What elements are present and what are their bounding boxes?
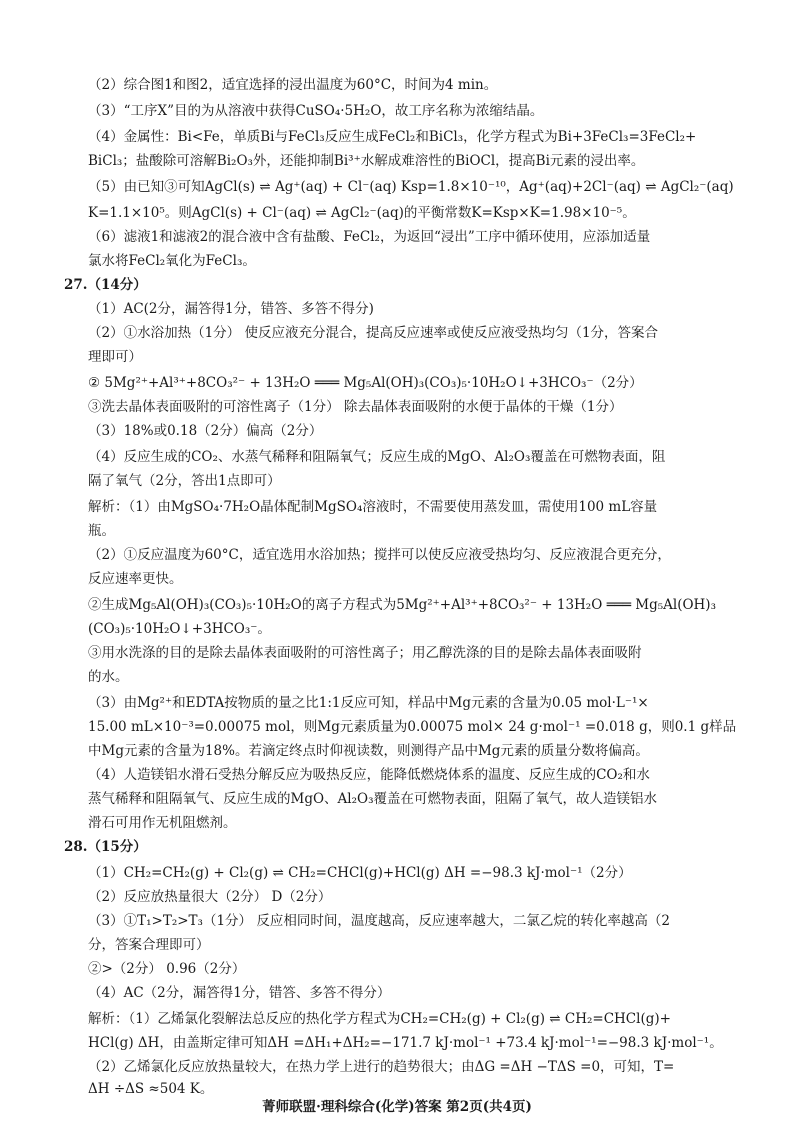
text-line: （2）反应放热量很大（2分） D（2分）	[88, 889, 332, 905]
text-line: ② 5Mg²⁺+Al³⁺+8CO₃²⁻ + 13H₂O ═══ Mg₅Al(OH)₃(CO₃)₅·10H₂O↓+3HCO₃⁻（2分）	[88, 375, 643, 391]
text-line: K=1.1×10⁵。则AgCl(s) + Cl⁻(aq) ⇌ AgCl₂⁻(aq)的平衡常数K=Ksp×K=1.98×10⁻⁵。	[88, 205, 636, 221]
text-line: 解析：（1）乙烯氯化裂解法总反应的热化学方程式为CH₂=CH₂(g) + Cl₂(g) ⇌ CH₂=CHCl(g)+	[88, 1011, 671, 1027]
text-line: （2）①反应温度为60°C，适宜选用水浴加热；搅拌可以使反应液受热均匀、反应液混合更充分，	[88, 547, 671, 563]
text-line: 中Mg元素的含量为18%。若滴定终点时仰视读数，则测得产品中Mg元素的质量分数将偏高。	[88, 743, 649, 759]
text-line: （4）AC（2分，漏答得1分，错答、多答不得分）	[88, 985, 391, 1001]
text-line: （4）人造镁铝水滑石受热分解反应为吸热反应，能降低燃烧体系的温度、反应生成的CO₂和水	[88, 767, 650, 783]
text-line: （2）综合图1和图2，适宜选择的浸出温度为60°C，时间为4 min。	[88, 77, 498, 93]
text-line: ΔH ÷ΔS ≈504 K。	[88, 1081, 214, 1097]
text-line: 分，答案合理即可）	[88, 937, 210, 953]
text-line: （3）①T₁>T₂>T₃（1分） 反应相同时间，温度越高，反应速率越大，二氯乙烷的转化率越高（2	[88, 913, 670, 929]
text-line: （1）CH₂=CH₂(g) + Cl₂(g) ⇌ CH₂=CHCl(g)+HCl(g) ΔH =−98.3 kJ·mol⁻¹（2分）	[88, 865, 632, 881]
text-line: 15.00 mL×10⁻³=0.00075 mol，则Mg元素质量为0.00075 mol× 24 g·mol⁻¹ =0.018 g，则0.1 g样品	[88, 719, 737, 735]
text-line: （5）由已知③可知AgCl(s) ⇌ Ag⁺(aq) + Cl⁻(aq) Ksp=1.8×10⁻¹⁰，Ag⁺(aq)+2Cl⁻(aq) ⇌ AgCl₂⁻(aq)	[88, 179, 734, 195]
text-line: （6）滤液1和滤液2的混合液中含有盐酸、FeCl₂，为返回“浸出”工序中循环使用，应添加适量	[88, 229, 651, 245]
text-line: 理即可）	[88, 349, 142, 365]
text-line: （2）①水浴加热（1分） 使反应液充分混合，提高反应速率或使反应液受热均匀（1分，答案合	[88, 325, 659, 341]
text-line: (CO₃)₅·10H₂O↓+3HCO₃⁻。	[88, 621, 271, 637]
text-line: 氯水将FeCl₂氧化为FeCl₃。	[88, 253, 256, 269]
text-line: （1）AC(2分，漏答得1分，错答、多答不得分)	[88, 301, 374, 317]
question-heading: 27.（14分）	[64, 277, 147, 293]
text-line: HCl(g) ΔH，由盖斯定律可知ΔH =ΔH₁+ΔH₂=−171.7 kJ·mol⁻¹ +73.4 kJ·mol⁻¹=−98.3 kJ·mol⁻¹。	[88, 1035, 723, 1051]
text-line: ③洗去晶体表面吸附的可溶性离子（1分） 除去晶体表面吸附的水便于晶体的干燥（1分）	[88, 399, 623, 415]
text-line: 的水。	[88, 669, 129, 685]
text-line: ②>（2分） 0.96（2分）	[88, 961, 246, 977]
text-line: 隔了氧气（2分，答出1点即可）	[88, 473, 281, 489]
text-line: （2）乙烯氯化反应放热量较大，在热力学上进行的趋势很大；由ΔG =ΔH −TΔS =0，可知，T=	[88, 1059, 675, 1075]
text-line: BiCl₃；盐酸除可溶解Bi₂O₃外，还能抑制Bi³⁺水解成难溶性的BiOCl，提高Bi元素的浸出率。	[88, 153, 645, 169]
text-line: （3）由Mg²⁺和EDTA按物质的量之比1:1反应可知，样品中Mg元素的含量为0.05 mol·L⁻¹×	[88, 695, 649, 711]
text-line: 反应速率更快。	[88, 571, 183, 587]
question-heading: 28.（15分）	[64, 839, 147, 855]
text-line: 瓶。	[88, 523, 115, 539]
text-line: 蒸气稀释和阻隔氧气、反应生成的MgO、Al₂O₃覆盖在可燃物表面，阻隔了氧气，故人造镁铝水	[88, 791, 657, 807]
page-footer: 菁师联盟·理科综合(化学)答案 第2页(共4页)	[262, 1099, 532, 1115]
text-line: 滑石可用作无机阻燃剂。	[88, 815, 237, 831]
text-line: （3）18%或0.18（2分）偏高（2分）	[88, 423, 323, 439]
text-line: （4）金属性：Bi<Fe，单质Bi与FeCl₃反应生成FeCl₂和BiCl₃，化学方程式为Bi+3FeCl₃=3FeCl₂+	[88, 129, 697, 145]
text-line: ②生成Mg₅Al(OH)₃(CO₃)₅·10H₂O的离子方程式为5Mg²⁺+Al³⁺+8CO₃²⁻ + 13H₂O ═══ Mg₅Al(OH)₃	[88, 597, 716, 613]
text-line: 解析：（1）由MgSO₄·7H₂O晶体配制MgSO₄溶液时，不需要使用蒸发皿，需使用100 mL容量	[88, 499, 658, 515]
text-line: ③用水洗涤的目的是除去晶体表面吸附的可溶性离子；用乙醇洗涤的目的是除去晶体表面吸附	[88, 645, 642, 661]
text-line: （4）反应生成的CO₂、水蒸气稀释和阻隔氧气；反应生成的MgO、Al₂O₃覆盖在可燃物表面，阻	[88, 449, 666, 465]
text-line: （3）“工序X”目的为从溶液中获得CuSO₄·5H₂O，故工序名称为浓缩结晶。	[88, 103, 544, 119]
